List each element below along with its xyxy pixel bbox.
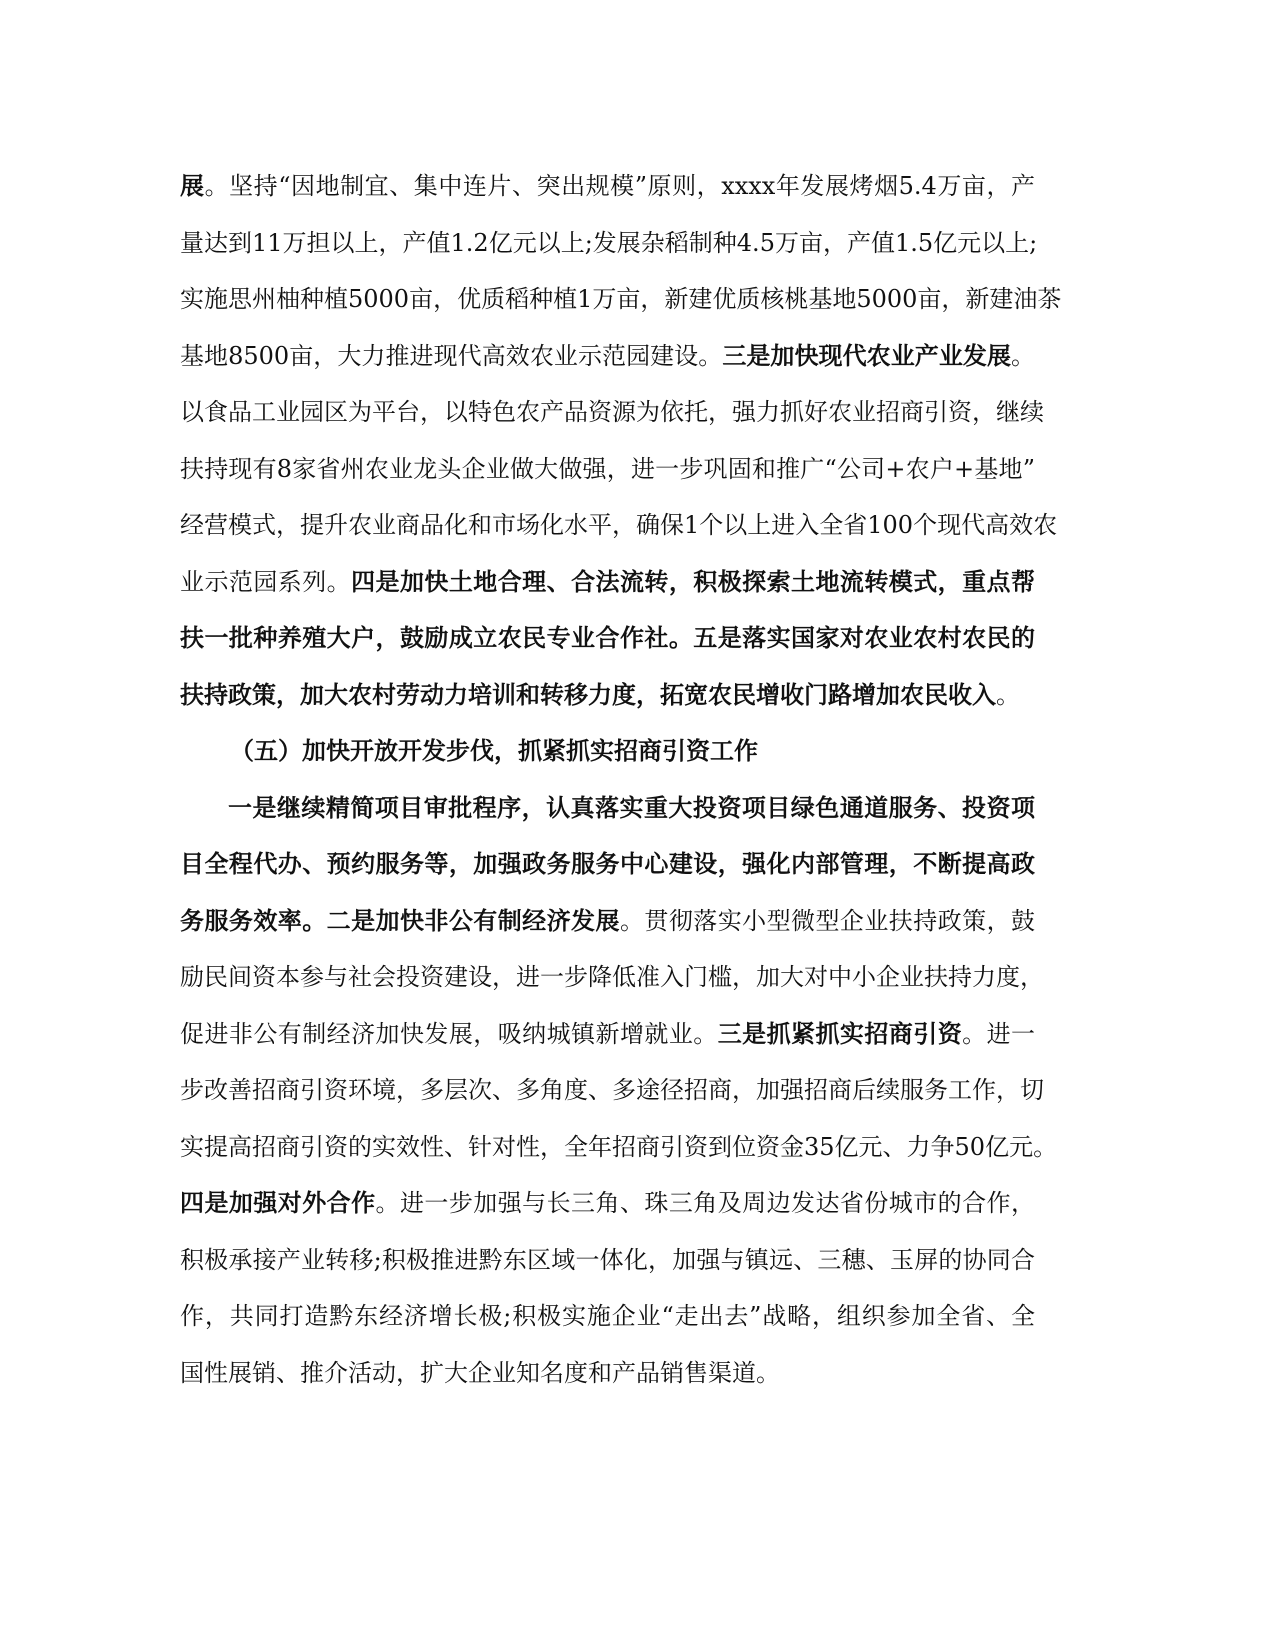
text-segment: 实提高招商引资的实效性、针对性，全年招商引资到位资金35亿元、力争50亿元。 (180, 1132, 1058, 1161)
text-segment: 步改善招商引资环境，多层次、多角度、多途径招商，加强招商后续服务工作，切 (180, 1076, 1044, 1104)
text-line (180, 384, 1044, 441)
text-segment: 三是抓紧抓实招商引资 (717, 1019, 963, 1048)
text-line (180, 441, 1035, 498)
text-line (180, 271, 1062, 328)
text-line (180, 215, 1038, 272)
text-segment: 扶一批种养殖大户，鼓励成立农民专业合作社。五是落实国家对农业农村农民的 (180, 624, 1035, 652)
text-segment: 促进非公有制经济加快发展，吸纳城镇新增就业。 (180, 1019, 718, 1048)
text-segment: 励民间资本参与社会投资建设，进一步降低准入门槛，加大对中小企业扶持力度， (180, 963, 1044, 991)
text-line (180, 780, 1035, 837)
document-page (180, 158, 1062, 1401)
text-segment: 扶持现有8家省州农业龙头企业做大做强，进一步巩固和推广“公司+农户+基地” (180, 454, 1035, 483)
text-line (180, 610, 1035, 667)
text-segment: 积极承接产业转移;积极推进黔东区域一体化，加强与镇远、三穗、玉屏的协同合 (180, 1245, 1035, 1274)
text-segment: 一是继续精简项目审批程序，认真落实重大投资项目绿色通道服务、投资项 (228, 793, 1035, 822)
text-line (180, 158, 1035, 215)
text-line (180, 1345, 1035, 1402)
text-line (180, 1232, 1035, 1289)
text-line (180, 1175, 1035, 1232)
text-segment: 。进一 (962, 1019, 1036, 1048)
text-segment: 。贯彻落实小型微型企业扶持政策，鼓 (619, 906, 1036, 935)
text-segment: 作，共同打造黔东经济增长极;积极实施企业“走出去”战略，组织参加全省、全 (180, 1302, 1035, 1330)
text-segment: 。 (996, 680, 1020, 709)
text-segment: 。进一步加强与长三角、珠三角及周边发达省份城市的合作， (375, 1189, 1035, 1217)
text-line (180, 1062, 1044, 1119)
text-line (180, 949, 1044, 1006)
text-segment: 经营模式，提升农业商品化和市场化水平，确保1个以上进入全省100个现代高效农 (180, 511, 1058, 539)
text-line (180, 1119, 1058, 1176)
text-segment: 。 (1011, 341, 1036, 370)
text-segment: 展 (180, 172, 205, 200)
text-segment: 务服务效率。二是加快非公有制经济发展 (180, 906, 620, 935)
text-line (180, 554, 1035, 611)
text-segment: 业示范园系列。 (180, 567, 352, 596)
text-segment: 四是加强对外合作 (180, 1189, 376, 1217)
text-line (180, 667, 1035, 724)
text-segment: （五）加快开放开发步伐，抓紧抓实招商引资工作 (230, 737, 758, 765)
text-line (180, 893, 1035, 950)
text-line (180, 836, 1035, 893)
text-segment: 以食品工业园区为平台，以特色农产品资源为依托，强力抓好农业招商引资，继续 (180, 398, 1044, 426)
text-segment: 扶持政策，加大农村劳动力培训和转移力度，拓宽农民增收门路增加农民收入 (180, 680, 996, 709)
text-segment: 国性展销、推介活动，扩大企业知名度和产品销售渠道。 (180, 1358, 780, 1387)
section-heading (180, 723, 1035, 780)
text-segment: 实施思州柚种植5000亩，优质稻种植1万亩，新建优质核桃基地5000亩，新建油茶 (180, 285, 1062, 313)
text-segment: 量达到11万担以上，产值1.2亿元以上;发展杂稻制种4.5万亩，产值1.5亿元以上; (180, 228, 1038, 257)
text-segment: 基地8500亩，大力推进现代高效农业示范园建设。 (180, 341, 723, 370)
text-line (180, 328, 1035, 385)
text-segment: 目全程代办、预约服务等，加强政务服务中心建设，强化内部管理，不断提高政 (180, 850, 1035, 878)
text-segment: 三是加快现代农业产业发展 (722, 341, 1012, 370)
text-line (180, 1288, 1035, 1345)
text-segment: 四是加快土地合理、合法流转，积极探索土地流转模式，重点帮 (351, 567, 1036, 596)
text-line (180, 1006, 1035, 1063)
text-line (180, 497, 1058, 554)
text-segment: 。坚持“因地制宜、集中连片、突出规模”原则，xxxx年发展烤烟5.4万亩，产 (204, 172, 1035, 200)
